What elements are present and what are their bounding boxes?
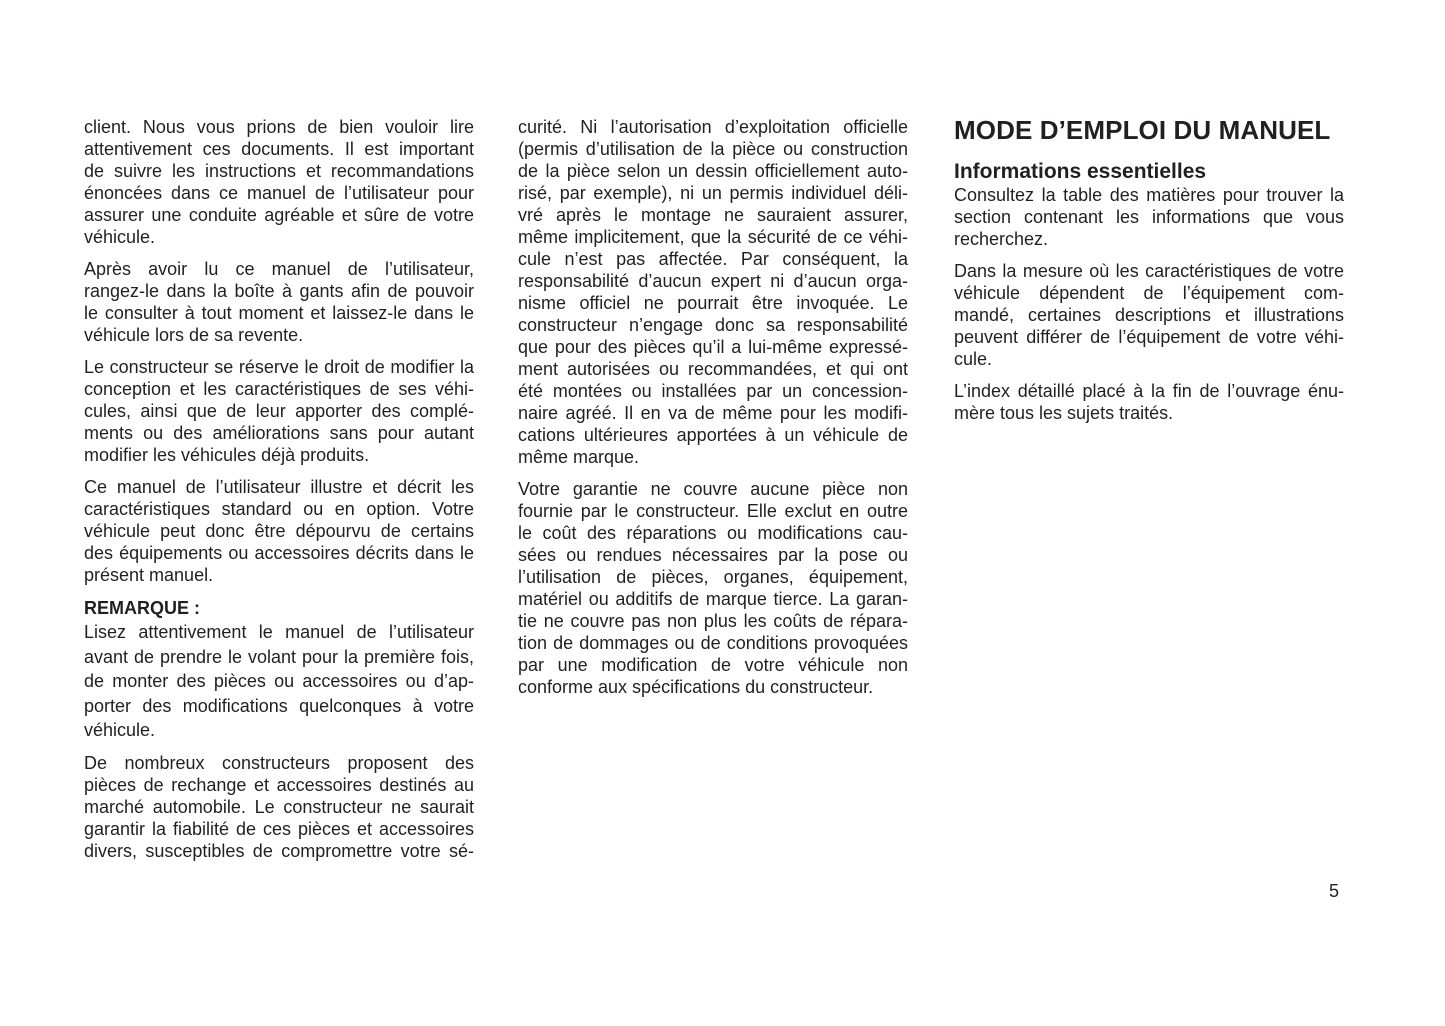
text-line: peuvent différer de l’équipement de votre véhi- (954, 327, 1344, 347)
text-line: véhicule dépendent de l’équipement com- (954, 283, 1344, 303)
text-line: (permis d’utilisation de la pièce ou construction (518, 139, 908, 159)
text-line: que pour des pièces qu’il a lui-même expressé- (518, 337, 908, 357)
text-line: responsabilité d’aucun expert ni d’aucun orga- (518, 271, 908, 291)
text-line: conforme aux spécifications du constructeur. (518, 677, 874, 697)
paragraph (84, 116, 474, 248)
text-line: garantir la fiabilité de ces pièces et accessoires (84, 818, 474, 839)
text-line: des équipements ou accessoires décrits dans le (84, 543, 474, 563)
text-line: Consultez la table des matières pour trouver la (954, 185, 1344, 205)
paragraph (518, 116, 908, 468)
text-line: véhicule. (84, 720, 156, 740)
text-line: fournie par le constructeur. Elle exclut en outre (518, 501, 908, 521)
text-line: caractéristiques standard ou en option. Votre (84, 499, 474, 519)
text-line: constructeur n’engage donc sa responsabilité (518, 315, 908, 335)
text-line: modifier les véhicules déjà produits. (84, 445, 370, 465)
column-1 (84, 116, 474, 872)
section-title: MODE D’EMPLOI DU MANUEL (954, 115, 1331, 145)
paragraph (518, 478, 908, 698)
text-line: le coût des réparations ou modifications cau- (518, 523, 908, 543)
paragraph (954, 260, 1344, 370)
paragraph (84, 476, 474, 586)
text-line: vré après le montage ne sauraient assurer, (518, 205, 908, 225)
text-line: de monter des pièces ou accessoires ou d’ap- (84, 671, 474, 691)
text-line: L’index détaillé placé à la fin de l’ouvrage énu- (954, 381, 1344, 401)
text-line: véhicule lors de sa revente. (84, 325, 304, 345)
text-line: porter des modifications quelconques à votre (84, 695, 474, 716)
text-line: De nombreux constructeurs proposent des (84, 752, 474, 773)
text-line: même implicitement, que la sécurité de ce véhi- (518, 227, 908, 247)
text-line: cule n’est pas affectée. Par conséquent, la (518, 249, 908, 269)
text-line: rangez-le dans la boîte à gants afin de pouvoir (84, 281, 474, 301)
text-line: section contenant les informations que vous (954, 207, 1344, 227)
text-line: Le constructeur se réserve le droit de modifier la (84, 357, 474, 377)
text-line: risé, par exemple), ni un permis individuel déli- (518, 183, 908, 203)
column-3 (954, 114, 1344, 434)
text-line: marché automobile. Le constructeur ne saurait (84, 796, 474, 817)
text-line: été montées ou installées par un concession- (518, 381, 908, 401)
text-line: l’utilisation de pièces, organes, équipement, (518, 567, 908, 587)
text-line: même marque. (518, 447, 640, 467)
text-line: matériel ou additifs de marque tierce. La garan- (518, 589, 908, 609)
paragraph-group (84, 752, 474, 862)
text-line: mandé, certaines descriptions et illustrations (954, 305, 1344, 325)
paragraph (84, 356, 474, 466)
paragraph (84, 752, 474, 862)
text-line: naire agréé. Il en va de même pour les modifi- (518, 403, 908, 423)
text-line: assurer une conduite agréable et sûre de votre (84, 205, 474, 225)
paragraph (84, 258, 474, 346)
text-line: recherchez. (954, 229, 1049, 249)
text-line: énoncées dans ce manuel de l’utilisateur pour (84, 183, 474, 203)
text-line: présent manuel. (84, 565, 214, 585)
remark-note (84, 620, 474, 743)
remark-heading: REMARQUE : (84, 598, 200, 618)
text-line: sées ou rendues nécessaires par la pose ou (518, 545, 908, 565)
text-line: conception et les caractéristiques de ses véhi- (84, 379, 474, 399)
page-number: 5 (1329, 881, 1340, 901)
text-line: de la pièce selon un dessin officiellement auto- (518, 161, 908, 181)
text-line: cule. (954, 349, 993, 369)
text-line: Ce manuel de l’utilisateur illustre et décrit les (84, 477, 474, 497)
text-line: avant de prendre le volant pour la première fois, (84, 646, 474, 667)
text-line: divers, susceptibles de compromettre votre sé- (84, 840, 474, 861)
text-line: de suivre les instructions et recommandations (84, 161, 474, 181)
text-line: nisme officiel ne pourrait être invoquée. Le (518, 293, 908, 313)
text-line: Dans la mesure où les caractéristiques de votre (954, 261, 1344, 281)
paragraph (954, 184, 1344, 250)
paragraph-group (518, 116, 908, 698)
text-line: Votre garantie ne couvre aucune pièce non (518, 479, 908, 499)
paragraph (954, 380, 1344, 424)
section-subtitle: Informations essentielles (954, 160, 1207, 183)
text-line: cations ultérieures apportées à un véhicule de (518, 425, 908, 445)
text-line: tie ne couvre pas non plus les coûts de répara- (518, 611, 908, 631)
paragraph-group (84, 116, 474, 586)
text-line: curité. Ni l’autorisation d’exploitation officielle (518, 117, 908, 137)
text-line: mère tous les sujets traités. (954, 403, 1174, 423)
text-line: client. Nous vous prions de bien vouloir lire (84, 117, 474, 137)
paragraph-group (954, 184, 1344, 424)
text-line: véhicule. (84, 227, 156, 247)
text-line: pièces de rechange et accessoires destinés au (84, 774, 474, 795)
text-line: par une modification de votre véhicule non (518, 655, 908, 675)
text-line: le consulter à tout moment et laissez-le dans le (84, 303, 474, 323)
text-line: véhicule peut donc être dépourvu de certains (84, 521, 474, 541)
text-line: ments ou des améliorations sans pour autant (84, 423, 474, 443)
text-line: Après avoir lu ce manuel de l’utilisateur, (84, 259, 474, 279)
text-line: attentivement ces documents. Il est important (84, 139, 474, 159)
text-line: cules, ainsi que de leur apporter des complé- (84, 401, 474, 421)
column-2 (518, 116, 908, 708)
text-line: ment autorisées ou recommandées, et qui ont (518, 359, 908, 379)
text-line: Lisez attentivement le manuel de l’utilisateur (84, 622, 474, 642)
text-line: tion de dommages ou de conditions provoquées (518, 633, 908, 653)
